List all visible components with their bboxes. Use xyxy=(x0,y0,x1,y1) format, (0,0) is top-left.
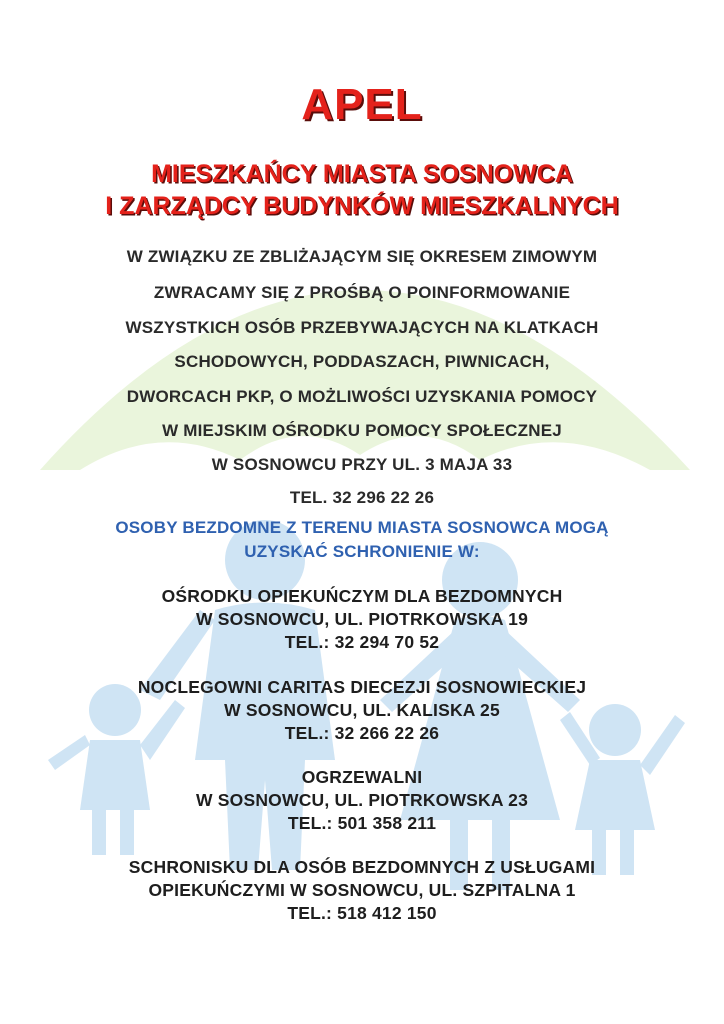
shelter-intro-line: OSOBY BEZDOMNE Z TERENU MIASTA SOSNOWCA MOGĄ xyxy=(115,518,609,537)
shelter-1-address: W SOSNOWCU, UL. PIOTRKOWSKA 19 xyxy=(195,609,529,629)
shelter-2-phone: TEL.: 32 266 22 26 xyxy=(284,723,440,743)
shelter-2-name: NOCLEGOWNI CARITAS DIECEZJI SOSNOWIECKIEJ xyxy=(137,677,587,697)
appeal-line: W MIEJSKIM OŚRODKU POMOCY SPOŁECZNEJ xyxy=(162,421,562,440)
shelter-1-name: OŚRODKU OPIEKUŃCZYM DLA BEZDOMNYCH xyxy=(161,586,563,606)
shelter-2-address: W SOSNOWCU, UL. KALISKA 25 xyxy=(224,700,500,720)
shelter-4-name: SCHRONISKU DLA OSÓB BEZDOMNYCH Z USŁUGAMI xyxy=(128,857,596,877)
appeal-line: W ZWIĄZKU ZE ZBLIŻAJĄCYM SIĘ OKRESEM ZIMOWYM xyxy=(126,247,598,266)
appeal-phone-line: TEL. 32 296 22 26 xyxy=(289,488,435,507)
shelter-4-phone: TEL.: 518 412 150 xyxy=(287,903,437,923)
umbrella-icon xyxy=(40,290,690,470)
shelter-intro-line: UZYSKAĆ SCHRONIENIE W: xyxy=(244,542,480,561)
appeal-line: ZWRACAMY SIĘ Z PROŚBĄ O POINFORMOWANIE xyxy=(153,283,571,302)
shelter-4-address: OPIEKUŃCZYMI W SOSNOWCU, UL. SZPITALNA 1 xyxy=(148,880,576,900)
subtitle-line-1: MIESZKAŃCY MIASTA SOSNOWCA xyxy=(151,160,573,188)
appeal-line: WSZYSTKICH OSÓB PRZEBYWAJĄCYCH NA KLATKACH xyxy=(125,318,599,337)
shelter-1-phone: TEL.: 32 294 70 52 xyxy=(284,632,440,652)
appeal-line: DWORCACH PKP, O MOŻLIWOŚCI UZYSKANIA POMOCY xyxy=(126,387,598,406)
poster-title: APEL xyxy=(301,80,423,129)
shelter-3-name: OGRZEWALNI xyxy=(301,767,423,787)
appeal-address-line: W SOSNOWCU PRZY UL. 3 MAJA 33 xyxy=(211,455,513,474)
shelter-3-phone: TEL.: 501 358 211 xyxy=(287,813,437,833)
appeal-line: SCHODOWYCH, PODDASZACH, PIWNICACH, xyxy=(174,352,550,371)
shelter-3-address: W SOSNOWCU, UL. PIOTRKOWSKA 23 xyxy=(195,790,529,810)
subtitle-line-2: I ZARZĄDCY BUDYNKÓW MIESZKALNYCH xyxy=(105,192,619,220)
